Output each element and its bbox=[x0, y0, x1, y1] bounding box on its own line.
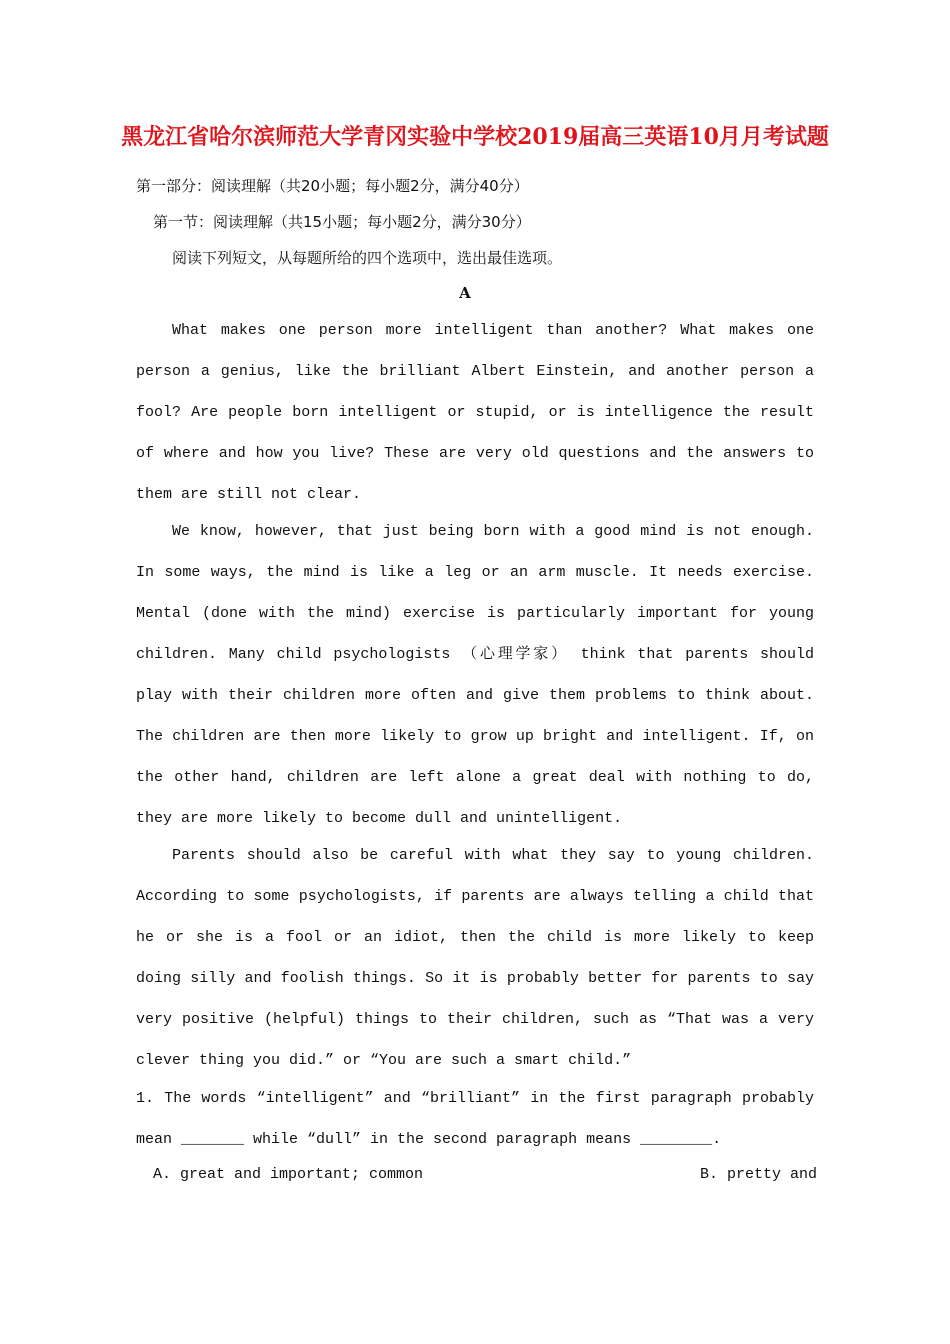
option-a: A. great and important; common bbox=[153, 1166, 424, 1183]
instruction-text: 阅读下列短文，从每题所给的四个选项中，选出最佳选项。 bbox=[172, 249, 563, 267]
part-heading: 第一部分：阅读理解（共20小题；每小题2分，满分40分） bbox=[136, 177, 529, 195]
passage-label: A bbox=[459, 284, 471, 302]
paragraph-2: We know, however, that just being born with a good mind is not enough. In some ways, the mind is like a leg or an arm muscle. It needs exercise. Mental (done with the mind) exercise is particularly important for young children. Many child psychologists （心理学家） think that parents should play with their children more often and give them problems to think about. The children are then more likely to grow up bright and intelligent. If, on the other hand, children are left alone a great deal with nothing to do, they are more likely to become dull and unintelligent. bbox=[136, 523, 814, 827]
option-b: B. pretty and bbox=[700, 1166, 818, 1183]
document-title: 黑龙江省哈尔滨师范大学青冈实验中学校2019届高三英语10月月考试题 bbox=[121, 124, 829, 150]
section-heading: 第一节：阅读理解（共15小题；每小题2分，满分30分） bbox=[153, 213, 531, 231]
paragraph-3: Parents should also be careful with what they say to young children. According to some psychologists, if parents are always telling a child that he or she is a fool or an idiot, then the child is more likely to keep doing silly and foolish things. So it is probably better for parents to say very positive (helpful) things to their children, such as “That was a very clever thing you did.” or “You are such a smart child.” bbox=[136, 847, 814, 1069]
question-1: 1. The words “intelligent” and “brilliant” in the first paragraph probably mean _______ while “dull” in the second paragraph means ________. bbox=[136, 1090, 814, 1148]
paragraph-1: What makes one person more intelligent than another? What makes one person a genius, like the brilliant Albert Einstein, and another person a fool? Are people born intelligent or stupid, or is intelligence the result of where and how you live? These are very old questions and the answers to them are still not clear. bbox=[136, 322, 814, 503]
